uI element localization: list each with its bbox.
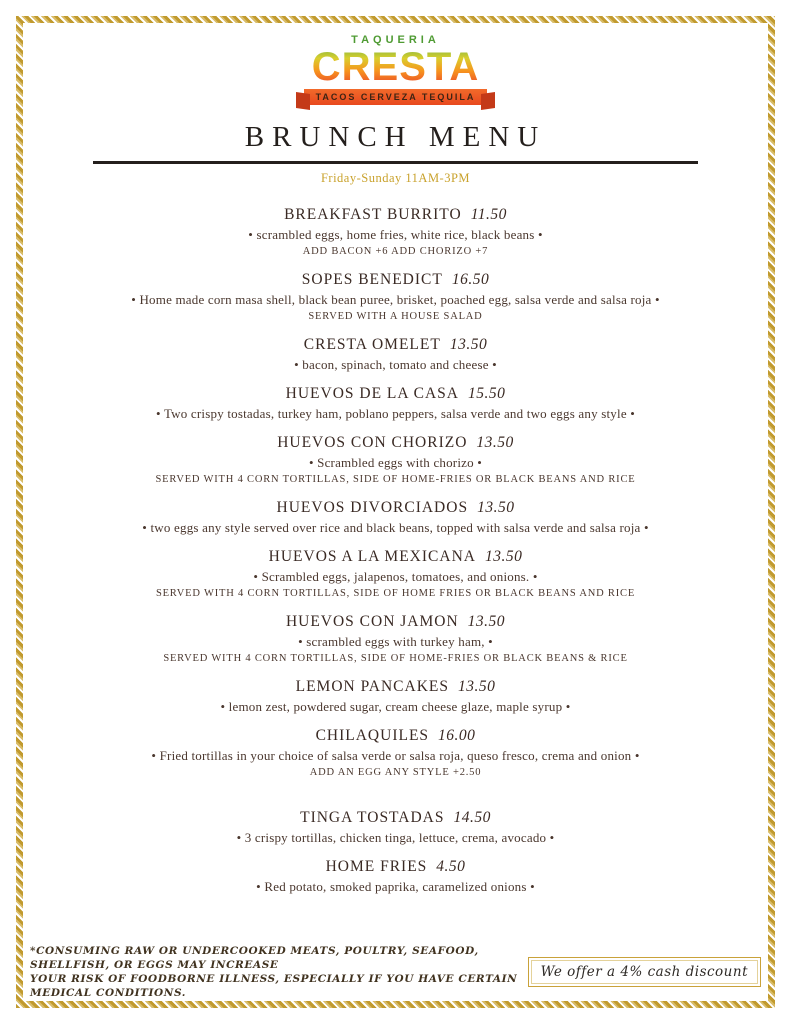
- logo-cresta-name: CRESTA: [311, 45, 480, 89]
- item-price: 4.50: [436, 858, 466, 875]
- item-name: CHILAQUILES: [315, 727, 430, 744]
- item-title-line: [30, 727, 761, 745]
- item-name: LEMON PANCAKES: [295, 678, 449, 695]
- item-price: 13.50: [476, 434, 514, 451]
- item-title-line: [30, 858, 761, 876]
- logo-ribbon-banner: TACOS CERVEZA TEQUILA: [304, 89, 488, 105]
- item-title-line: [30, 613, 761, 631]
- item-price: 15.50: [467, 385, 506, 402]
- item-description: • Fried tortillas in your choice of salsa verde or salsa roja, queso fresco, crema and onion •: [151, 748, 640, 763]
- menu-content: [30, 28, 761, 996]
- item-title-line: [30, 336, 761, 354]
- footer: [30, 944, 761, 1000]
- item-name: HUEVOS CON CHORIZO: [277, 434, 468, 451]
- disclaimer-line-2: YOUR RISK OF FOODBORNE ILLNESS, ESPECIALLY IF YOU HAVE CERTAIN MEDICAL CONDITIONS.: [30, 973, 518, 999]
- item-price: 13.50: [458, 678, 496, 695]
- title-divider: [93, 161, 698, 164]
- item-title-line: [30, 809, 761, 827]
- item-note: ADD AN EGG ANY STYLE +2.50: [309, 767, 482, 778]
- item-description: • two eggs any style served over rice and black beans, topped with salsa verde and salsa roja •: [142, 520, 649, 535]
- menu-item: [30, 678, 761, 714]
- item-description: • 3 crispy tortillas, chicken tinga, lettuce, crema, avocado •: [236, 830, 555, 845]
- item-price: 11.50: [470, 206, 507, 223]
- item-description: • scrambled eggs with turkey ham, •: [298, 634, 493, 649]
- item-price: 13.50: [477, 499, 515, 516]
- item-title-line: [30, 678, 761, 696]
- item-name: TINGA TOSTADAS: [300, 809, 445, 826]
- item-title-line: [30, 206, 761, 224]
- item-description: • Red potato, smoked paprika, caramelized onions •: [256, 879, 535, 894]
- item-description: • lemon zest, powdered sugar, cream cheese glaze, maple syrup •: [220, 699, 571, 714]
- item-title-line: [30, 385, 761, 403]
- menu-item: [30, 434, 761, 486]
- item-note: ADD BACON +6 ADD CHORIZO +7: [302, 246, 489, 257]
- menu-item: [30, 727, 761, 779]
- item-price: 13.50: [467, 613, 506, 630]
- item-price: 13.50: [449, 336, 488, 353]
- menu-item: [30, 613, 761, 665]
- menu-item: [30, 336, 761, 372]
- item-description: • Scrambled eggs with chorizo •: [308, 455, 483, 470]
- cash-discount-text: We offer a 4% cash discount: [540, 964, 748, 980]
- item-note: SERVED WITH 4 CORN TORTILLAS, SIDE OF HOME FRIES OR BLACK BEANS AND RICE: [155, 588, 636, 599]
- item-name: HUEVOS A LA MEXICANA: [268, 548, 476, 565]
- item-price: 16.50: [451, 271, 490, 288]
- item-note: SERVED WITH A HOUSE SALAD: [308, 311, 483, 322]
- restaurant-logo: [304, 34, 488, 105]
- item-title-line: [30, 434, 761, 452]
- item-note: SERVED WITH 4 CORN TORTILLAS, SIDE OF HOME-FRIES OR BLACK BEANS AND RICE: [155, 474, 636, 485]
- consumer-advisory-disclaimer: [30, 944, 528, 1000]
- item-price: 16.00: [438, 727, 476, 744]
- item-description: • Scrambled eggs, jalapenos, tomatoes, and onions. •: [253, 569, 538, 584]
- menu-item: [30, 858, 761, 894]
- item-name: HUEVOS CON JAMON: [285, 613, 459, 630]
- menu-item: [30, 499, 761, 535]
- item-title-line: [30, 548, 761, 566]
- item-title-line: [30, 499, 761, 517]
- item-description: • Home made corn masa shell, black bean puree, brisket, poached egg, salsa verde and salsa roja •: [131, 292, 660, 307]
- item-title-line: [30, 271, 761, 289]
- menu-item: [30, 271, 761, 323]
- item-name: HOME FRIES: [325, 858, 428, 875]
- menu-item: [30, 548, 761, 600]
- menu-items: [30, 206, 761, 907]
- item-description: • Two crispy tostadas, turkey ham, poblano peppers, salsa verde and two eggs any style •: [155, 406, 635, 421]
- hours-subtitle: Friday-Sunday 11AM-3PM: [320, 171, 471, 185]
- item-name: SOPES BENEDICT: [301, 271, 443, 288]
- item-name: BREAKFAST BURRITO: [284, 206, 462, 223]
- item-description: • bacon, spinach, tomato and cheese •: [294, 357, 497, 372]
- logo-taqueria-label: TAQUERIA: [351, 34, 440, 46]
- menu-item: [30, 385, 761, 421]
- menu-item: [30, 809, 761, 845]
- item-price: 13.50: [484, 548, 523, 565]
- page-title: BRUNCH MENU: [244, 121, 547, 153]
- cash-discount-box: [528, 957, 761, 987]
- item-note: SERVED WITH 4 CORN TORTILLAS, SIDE OF HOME-FRIES OR BLACK BEANS & RICE: [163, 653, 628, 664]
- item-name: HUEVOS DE LA CASA: [285, 385, 459, 402]
- item-price: 14.50: [453, 809, 491, 826]
- menu-item: [30, 206, 761, 258]
- item-name: HUEVOS DIVORCIADOS: [276, 499, 469, 516]
- item-name: CRESTA OMELET: [303, 336, 441, 353]
- item-description: • scrambled eggs, home fries, white rice, black beans •: [248, 227, 543, 242]
- disclaimer-line-1: *CONSUMING RAW OR UNDERCOOKED MEATS, POULTRY, SEAFOOD, SHELLFISH, OR EGGS MAY INCREASE: [30, 945, 479, 971]
